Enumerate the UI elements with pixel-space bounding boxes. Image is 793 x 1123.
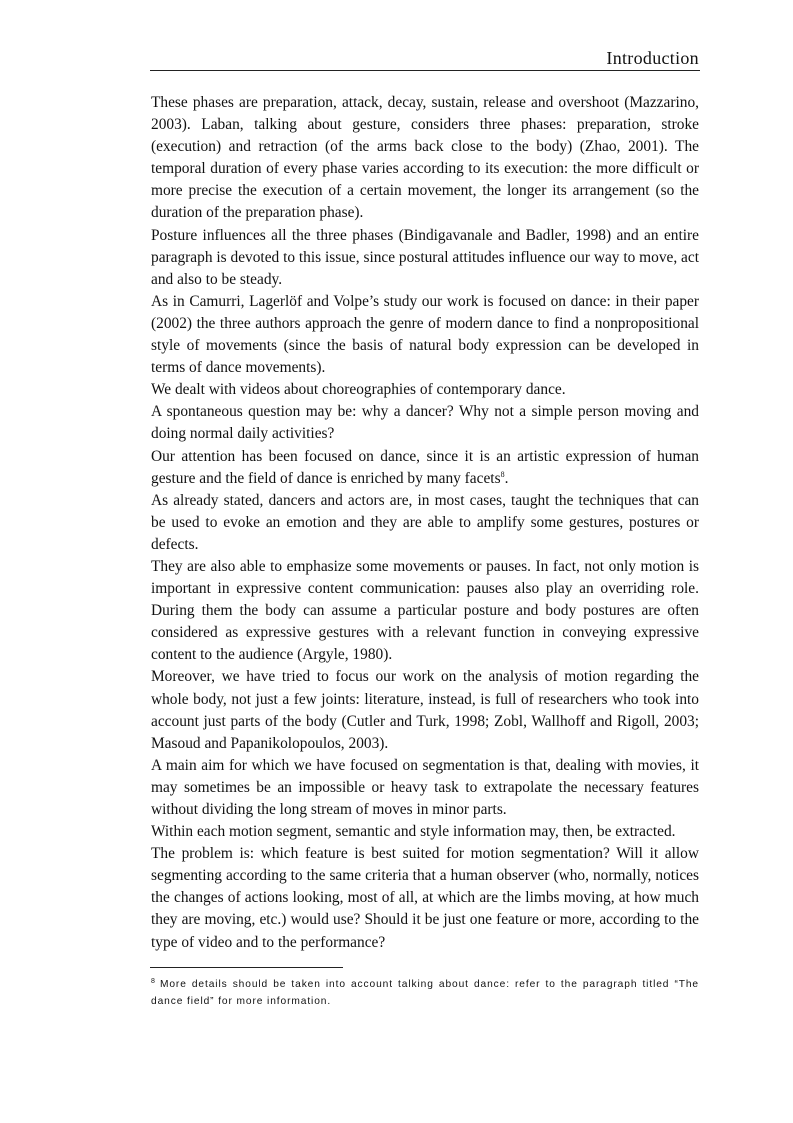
paragraph-4: We dealt with videos about choreographies of contemporary dance. <box>151 381 566 399</box>
footnote-number: 8 <box>151 978 155 985</box>
paragraph-1: These phases are preparation, attack, decay, sustain, release and overshoot (Mazzarino, 2003). Laban, talking about gesture, considers three phases: preparation, stroke (execution) and retraction (of the arms back close to the body) (Zhao, 2001). The temporal duration of every phase varies according to its execution: the more difficult or more precise the execution of a certain movement, the longer its arrangement (so the duration of the preparation phase). <box>151 94 699 222</box>
footnote <box>151 976 699 1010</box>
paragraph-7: As already stated, dancers and actors are, in most cases, taught the techniques that can be used to evoke an emotion and they are able to amplify some gestures, postures or defects. <box>151 491 699 553</box>
body-text <box>151 92 699 954</box>
paragraph-6 <box>151 446 699 490</box>
paragraph-11: Within each motion segment, semantic and style information may, then, be extracted. <box>151 823 676 841</box>
paragraph-3: As in Camurri, Lagerlöf and Volpe’s study our work is focused on dance: in their paper (2002) the three authors approach the genre of modern dance to find a nonpropositional style of movements (since the basis of natural body expression can be developed in terms of dance movements). <box>151 292 699 377</box>
paragraph-12: The problem is: which feature is best suited for motion segmentation? Will it allow segmenting according to the same criteria that a human observer (who, normally, notices the changes of actions looking, most of all, at which are the limbs moving, at how much they are moving, etc.) would use? Should it be just one feature or more, according to the type of video and to the performance? <box>151 845 699 951</box>
paragraph-2: Posture influences all the three phases (Bindigavanale and Badler, 1998) and an entire paragraph is devoted to this issue, since postural attitudes influence our way to move, act and also to be steady. <box>151 226 699 288</box>
paragraph-9: Moreover, we have tried to focus our work on the analysis of motion regarding the whole body, not just a few joints: literature, instead, is full of researchers who took into account just parts of the body (Cutler and Turk, 1998; Zobl, Wallhoff and Rigoll, 2003; Masoud and Papanikolopoulos, 2003). <box>151 668 699 752</box>
paragraph-8: They are also able to emphasize some movements or pauses. In fact, not only motion is important in expressive content communication: pauses also play an overriding role. During them the body can assume a particular posture and body postures are often considered as expressive gestures with a relevant function in conveying expressive content to the audience (Argyle, 1980). <box>151 557 699 664</box>
footnote-divider <box>150 967 343 968</box>
footnote-text: More details should be taken into account talking about dance: refer to the paragraph titled “The dance field” for more information. <box>151 979 699 1007</box>
paragraph-6-end: . <box>504 469 509 487</box>
running-header-title: Introduction <box>606 48 699 68</box>
paragraph-6-text: Our attention has been focused on dance, since it is an artistic expression of human gesture and the field of dance is enriched by many facets <box>151 447 699 487</box>
paragraph-5: A spontaneous question may be: why a dancer? Why not a simple person moving and doing normal daily activities? <box>151 403 699 443</box>
header-divider <box>150 70 700 71</box>
paragraph-10: A main aim for which we have focused on segmentation is that, dealing with movies, it may sometimes be an impossible or heavy task to extrapolate the necessary features without dividing the long stream of moves in minor parts. <box>151 756 699 818</box>
footnote-reference[interactable]: 8 <box>500 469 505 479</box>
